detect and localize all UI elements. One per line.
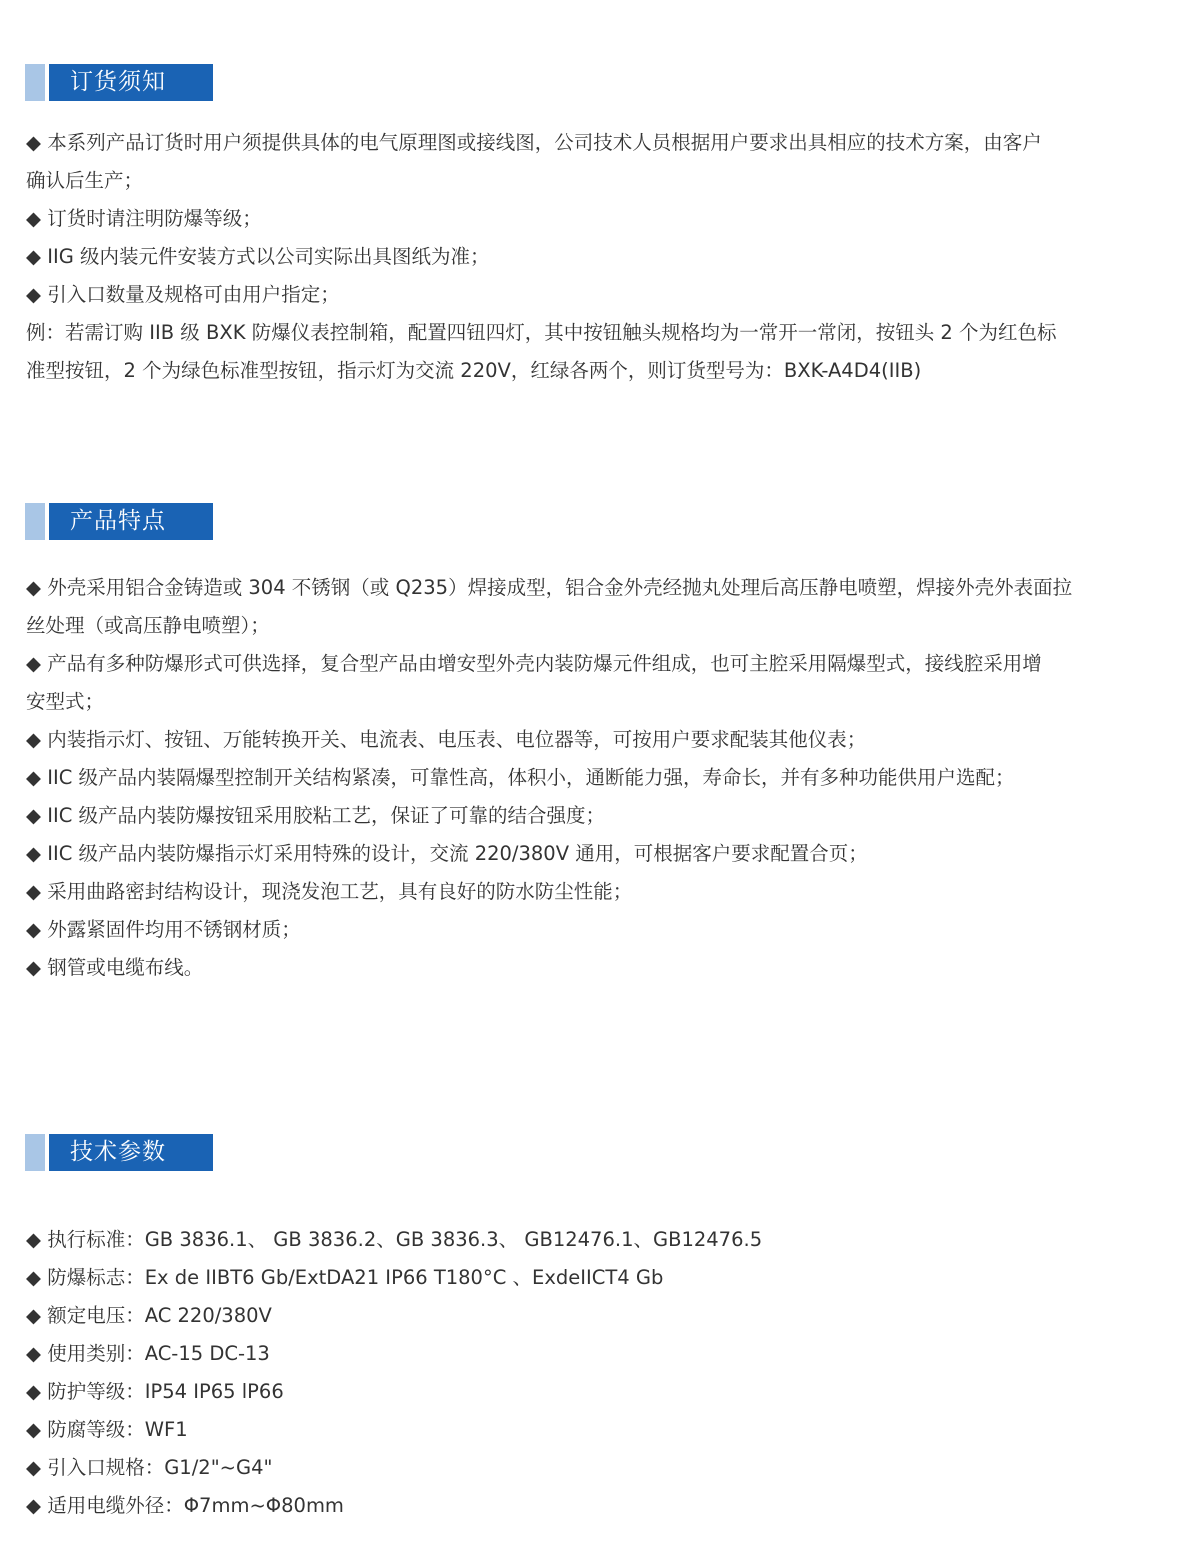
list-item: ◆ 订货时请注明防爆等级； [26, 207, 262, 230]
list-item: ◆ 防护等级：IP54 IP65 lP66 [26, 1380, 284, 1403]
list-item: 准型按钮，2 个为绿色标准型按钮，指示灯为交流 220V，红绿各两个，则订货型号为：BXK-A4D4(IIB) [26, 359, 922, 382]
section-title: 订货须知 [70, 69, 166, 95]
list-item: ◆ IIC 级产品内装防爆按钮采用胶粘工艺，保证了可靠的结合强度； [26, 804, 606, 827]
list-item: ◆ 外壳采用铝合金铸造或 304 不锈钢（或 Q235）焊接成型，铝合金外壳经抛丸处理后高压静电喷塑，焊接外壳外表面拉 [26, 576, 1073, 599]
list-item: ◆ IIC 级产品内装隔爆型控制开关结构紧凑，可靠性高，体积小，通断能力强，寿命长，并有多种功能供用户选配； [26, 766, 1015, 789]
section-title: 技术参数 [70, 1139, 166, 1165]
list-item: ◆ 执行标准：GB 3836.1、 GB 3836.2、GB 3836.3、 GB12476.1、GB12476.5 [26, 1228, 763, 1251]
list-item: ◆ 防爆标志：Ex de IIBT6 Gb/ExtDA21 IP66 T180°C 、ExdeIICT4 Gb [26, 1266, 664, 1289]
list-item: ◆ 引入口规格：G1/2"~G4" [26, 1456, 273, 1479]
list-item: ◆ 额定电压：AC 220/380V [26, 1304, 272, 1327]
list-item: 丝处理（或高压静电喷塑）； [26, 614, 270, 637]
features-list [26, 569, 1176, 987]
header-accent-bar [25, 1134, 45, 1171]
section-title: 产品特点 [70, 508, 166, 534]
list-item: ◆ 外露紧固件均用不锈钢材质； [26, 918, 301, 941]
list-item: ◆ 适用电缆外径：Φ7mm~Φ80mm [26, 1494, 344, 1517]
section-header-specs [25, 1134, 213, 1171]
list-item: ◆ 引入口数量及规格可由用户指定； [26, 283, 340, 306]
list-item: ◆ 防腐等级：WF1 [26, 1418, 188, 1441]
ordering-notes-list [26, 124, 1176, 390]
list-item: ◆ 钢管或电缆布线。 [26, 956, 204, 979]
list-item: 确认后生产； [26, 169, 144, 192]
list-item: ◆ 使用类别：AC-15 DC-13 [26, 1342, 270, 1365]
list-item: 安型式； [26, 690, 105, 713]
list-item: ◆ 采用曲路密封结构设计，现浇发泡工艺，具有良好的防水防尘性能； [26, 880, 633, 903]
specs-list [26, 1221, 1176, 1525]
list-item: ◆ 产品有多种防爆形式可供选择，复合型产品由增安型外壳内装防爆元件组成，也可主腔采用隔爆型式，接线腔采用增 [26, 652, 1042, 675]
header-accent-bar [25, 64, 45, 101]
list-item: ◆ 内装指示灯、按钮、万能转换开关、电流表、电压表、电位器等，可按用户要求配装其他仪表； [26, 728, 867, 751]
list-item: ◆ IIG 级内装元件安装方式以公司实际出具图纸为准； [26, 245, 490, 268]
list-item: 例：若需订购 IIB 级 BXK 防爆仪表控制箱，配置四钮四灯，其中按钮触头规格均为一常开一常闭，按钮头 2 个为红色标 [26, 321, 1057, 344]
list-item: ◆ IIC 级产品内装防爆指示灯采用特殊的设计，交流 220/380V 通用，可根据客户要求配置合页； [26, 842, 868, 865]
header-accent-bar [25, 503, 45, 540]
section-header-features [25, 503, 213, 540]
list-item: ◆ 本系列产品订货时用户须提供具体的电气原理图或接线图，公司技术人员根据用户要求出具相应的技术方案，由客户 [26, 131, 1042, 154]
section-header-ordering [25, 64, 213, 101]
